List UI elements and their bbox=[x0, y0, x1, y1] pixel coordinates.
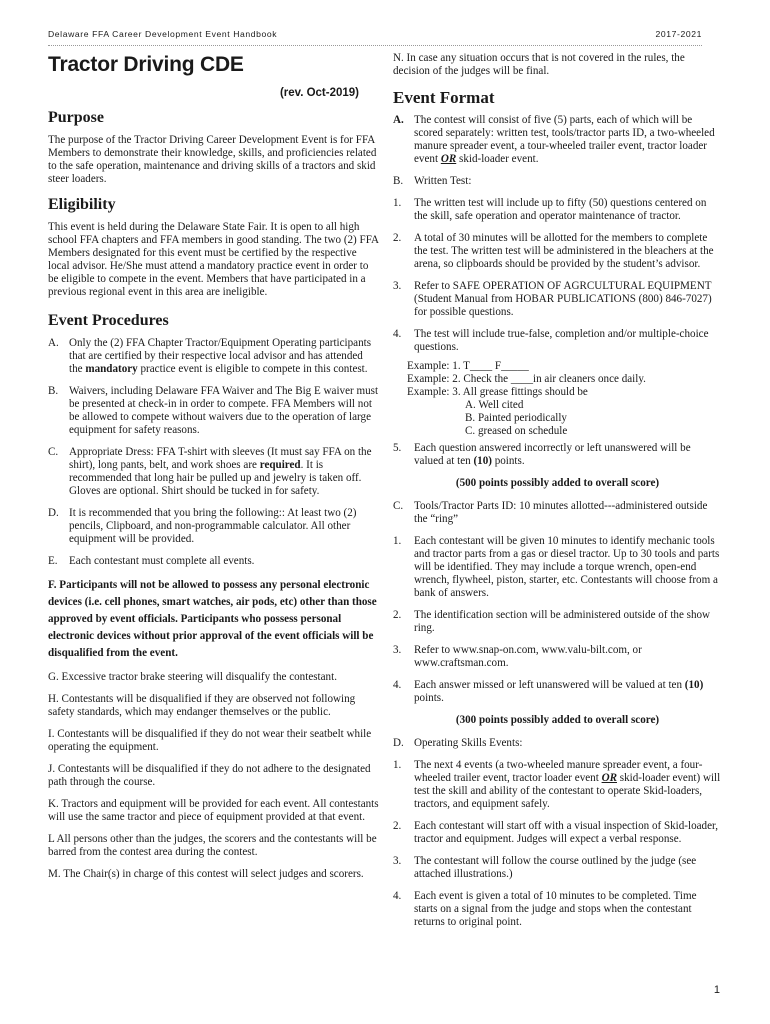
item-label: 4. bbox=[393, 679, 402, 691]
item-text: Tools/Tractor Parts ID: 10 minutes allotted---administered outside the “ring” bbox=[414, 500, 708, 525]
item-text: Waivers, including Delaware FFA Waiver and The Big E waiver must be presented at check-in in order to compete. FFA Members will not be allowed to compete without waivers due to the operation of large equipment for safety reasons. bbox=[69, 385, 379, 436]
text-part: The contest will consist of five (5) parts, each of which will be scored separately: written test, tools/tractor parts ID, a two-wheeled manure spreader event, a tour-wheeled trailer event, tractor loader event bbox=[414, 114, 715, 165]
format-item-c bbox=[393, 500, 722, 526]
text-part: skid-loader event) will test the skill and ability of the contestant to operate Skid-loaders, tractors, and equipment safely. bbox=[414, 772, 721, 810]
item-text bbox=[414, 442, 722, 468]
item-label: 2. bbox=[393, 232, 402, 244]
text-part: practice event is eligible to compete in this contest. bbox=[137, 363, 368, 375]
tools-points: (300 points possibly added to overall score) bbox=[455, 714, 660, 726]
emphasis-text: OR bbox=[601, 772, 617, 784]
procedure-item-i: I. Contestants will be disqualified if they do not wear their seatbelt while operating the equipment. bbox=[48, 728, 372, 753]
eligibility-text: This event is held during the Delaware State Fair. It is open to all high school FFA chapters and FFA members in good standing. The two (2) FFA Members designated for this event must be certified by the respective local advisor. He/She must attend a mandatory practice event in order to be eligible to compete in the event. Members that have participated in a previous regional event in this area are ineligible. bbox=[48, 221, 379, 298]
emphasis-text: (10) bbox=[473, 455, 492, 467]
item-label: 5. bbox=[393, 442, 402, 454]
item-label: C. bbox=[48, 446, 59, 458]
operating-item-2 bbox=[393, 820, 722, 846]
item-label: 4. bbox=[393, 890, 402, 902]
item-label: A. bbox=[48, 337, 59, 349]
operating-item-3 bbox=[393, 855, 722, 881]
procedure-item-j: J. Contestants will be disqualified if they do not adhere to the designated path through the course. bbox=[48, 763, 371, 788]
text-part: Appropriate Dress: FFA T-shirt with sleeves (It must say FFA on the shirt), long pants, belt, and work shoes are bbox=[69, 446, 372, 471]
item-label: D. bbox=[393, 737, 404, 749]
procedures-heading: Event Procedures bbox=[48, 312, 169, 329]
item-text: Refer to www.snap-on.com, www.valu-bilt.com, or www.craftsman.com. bbox=[414, 644, 642, 669]
format-item-a bbox=[393, 114, 722, 166]
written-test-points: (500 points possibly added to overall score) bbox=[455, 477, 660, 489]
item-label: 4. bbox=[393, 328, 402, 340]
procedure-item-k: K. Tractors and equipment will be provided for each event. All contestants will use the same tractor and piece of equipment provided at that event. bbox=[48, 798, 379, 823]
item-label: B. bbox=[48, 385, 59, 397]
item-label: 3. bbox=[393, 855, 402, 867]
item-text: Refer to SAFE OPERATION OF AGRCULTURAL EQUIPMENT (Student Manual from HOBAR PUBLICATIONS (800) 846-7027) for possible questions. bbox=[414, 280, 712, 318]
tools-item-1 bbox=[393, 535, 722, 600]
procedure-item-b bbox=[48, 385, 379, 437]
text-part: Only the (2) FFA Chapter Tractor/Equipment Operating participants that are certified by their respective local advisor and has attended the bbox=[69, 337, 372, 375]
handbook-title: Delaware FFA Career Development Event Handbook bbox=[48, 29, 278, 39]
text-part: skid-loader event. bbox=[456, 153, 539, 165]
operating-item-4 bbox=[393, 890, 722, 929]
example-line: Example: 2. Check the ____in air cleaners once daily. bbox=[407, 373, 646, 385]
written-test-item-1 bbox=[393, 197, 722, 223]
format-item-d bbox=[393, 737, 722, 750]
text-part: points. bbox=[414, 692, 444, 704]
emphasis-text: OR bbox=[440, 153, 457, 165]
procedure-item-a bbox=[48, 337, 379, 376]
tools-item-2 bbox=[393, 609, 722, 635]
item-text bbox=[69, 337, 379, 376]
written-test-item-4 bbox=[393, 328, 722, 354]
right-column bbox=[393, 52, 722, 938]
item-label: 2. bbox=[393, 609, 402, 621]
example-option: A. Well cited bbox=[465, 399, 524, 411]
procedure-item-e bbox=[48, 555, 379, 568]
document-title: Tractor Driving CDE bbox=[48, 53, 244, 76]
item-label: 1. bbox=[393, 535, 402, 547]
text-part: The next 4 events (a two-wheeled manure spreader event, a four-wheeled trailer event, tractor loader event bbox=[414, 759, 703, 784]
item-text: Each contestant will start off with a visual inspection of Skid-loader, tractor and equipment. Judges will expect a verbal response. bbox=[414, 820, 719, 845]
handbook-years: 2017-2021 bbox=[655, 29, 702, 39]
procedure-item-d bbox=[48, 507, 379, 546]
item-label: A. bbox=[393, 114, 404, 126]
example-line: Example: 1. T____ F_____ bbox=[407, 360, 529, 372]
text-part: Each question answered incorrectly or left unanswered will be valued at ten bbox=[414, 442, 691, 467]
item-label: C. bbox=[393, 500, 404, 512]
item-text bbox=[69, 446, 379, 498]
format-item-b bbox=[393, 175, 722, 188]
written-test-item-2 bbox=[393, 232, 722, 271]
text-part: . It is recommended that long hair be pulled up and jewelry is taken off. Gloves are optional. Shirt should be tucked in for safety. bbox=[69, 459, 362, 497]
item-label: 1. bbox=[393, 759, 402, 771]
item-text bbox=[414, 114, 722, 166]
procedure-item-g: G. Excessive tractor brake steering will disqualify the contestant. bbox=[48, 671, 337, 683]
revision-date: (rev. Oct-2019) bbox=[279, 87, 359, 99]
item-text: Each event is given a total of 10 minutes to be completed. Time starts on a signal from the judge and stops when the contestant returns to original point. bbox=[414, 890, 697, 928]
emphasis-text: required bbox=[259, 459, 301, 471]
item-text: The identification section will be administered outside of the show ring. bbox=[414, 609, 711, 634]
item-label: 2. bbox=[393, 820, 402, 832]
item-label: 3. bbox=[393, 280, 402, 292]
written-test-item-3 bbox=[393, 280, 722, 319]
left-column bbox=[48, 52, 379, 890]
procedure-item-m: M. The Chair(s) in charge of this contest will select judges and scorers. bbox=[48, 868, 364, 880]
item-text: It is recommended that you bring the following:: At least two (2) pencils, Clipboard, and non-programmable calculator. All other equipment will be provided. bbox=[69, 507, 357, 545]
eligibility-heading: Eligibility bbox=[48, 196, 116, 213]
example-option: B. Painted periodically bbox=[465, 412, 567, 424]
tools-item-4 bbox=[393, 679, 722, 705]
item-text: The contestant will follow the course outlined by the judge (see attached illustrations.) bbox=[414, 855, 697, 880]
procedure-item-f: F. Participants will not be allowed to possess any personal electronic devices (i.e. cell phones, smart watches, air pods, etc) other than those approved by event officials. Participants who possess personal electronic devices without prior approval of the event officials will be disqualified from the event. bbox=[48, 579, 377, 659]
item-text: Operating Skills Events: bbox=[414, 737, 523, 749]
item-label: B. bbox=[393, 175, 404, 187]
purpose-text: The purpose of the Tractor Driving Career Development Event is for FFA Members to demonstrate their knowledge, skills, and proficiencies related to the safe operation, maintenance and driving skills of a tractors and skid steer loaders. bbox=[48, 134, 377, 185]
operating-item-1 bbox=[393, 759, 722, 811]
emphasis-text: mandatory bbox=[85, 363, 138, 375]
item-label: 3. bbox=[393, 644, 402, 656]
example-questions bbox=[407, 360, 722, 438]
item-label: E. bbox=[48, 555, 58, 567]
procedure-item-h: H. Contestants will be disqualified if they are observed not following safety standards, which may endanger themselves or the public. bbox=[48, 693, 356, 718]
purpose-heading: Purpose bbox=[48, 109, 104, 126]
format-heading: Event Format bbox=[393, 88, 495, 107]
item-text: The test will include true-false, completion and/or multiple-choice questions. bbox=[414, 328, 709, 353]
item-text bbox=[414, 759, 722, 811]
example-line: Example: 3. All grease fittings should be bbox=[407, 386, 588, 398]
item-text: A total of 30 minutes will be allotted for the members to complete the test. The written test will be administered in the bleachers at the arena, so clipboards should be provided by the student’s advisor. bbox=[414, 232, 714, 270]
item-text: The written test will include up to fifty (50) questions centered on the skill, safe operation and operator maintenance of tractor. bbox=[414, 197, 707, 222]
page-number: 1 bbox=[713, 984, 720, 996]
tools-item-3 bbox=[393, 644, 722, 670]
example-option: C. greased on schedule bbox=[465, 425, 568, 437]
item-text bbox=[414, 679, 722, 705]
text-part: points. bbox=[491, 455, 525, 467]
written-test-item-5 bbox=[393, 442, 722, 468]
procedure-item-n: N. In case any situation occurs that is not covered in the rules, the decision of the judges will be final. bbox=[393, 52, 685, 77]
procedure-item-l: L All persons other than the judges, the scorers and the contestants will be barred from the contest area during the contest. bbox=[48, 833, 377, 858]
item-label: D. bbox=[48, 507, 59, 519]
item-label: 1. bbox=[393, 197, 402, 209]
emphasis-text: (10) bbox=[684, 679, 704, 691]
item-text: Each contestant must complete all events. bbox=[69, 555, 255, 567]
item-text: Each contestant will be given 10 minutes to identify mechanic tools and tractor parts from a gas or diesel tractor. Up to 30 tools and parts will be identified. They may include a torque wrench, open-end wrench, flywheel, piston, starter, etc. Contestants will choose from a bank of answers. bbox=[414, 535, 720, 599]
running-header bbox=[48, 29, 702, 46]
text-part: Each answer missed or left unanswered will be valued at ten bbox=[414, 679, 685, 691]
item-text: Written Test: bbox=[414, 175, 472, 187]
procedure-item-c bbox=[48, 446, 379, 498]
